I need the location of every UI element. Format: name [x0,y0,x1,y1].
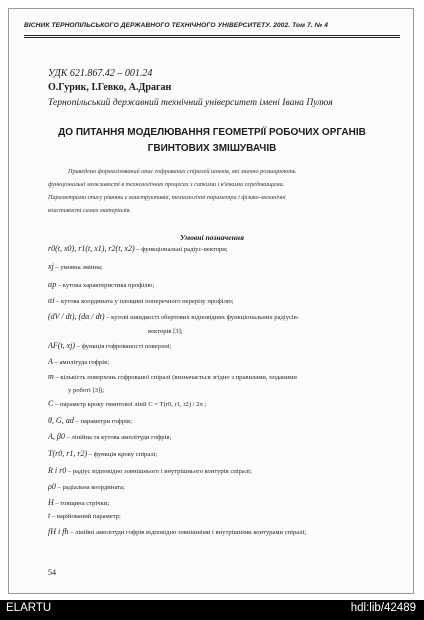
notation-text: – радіальна координата; [55,484,125,491]
notation-symbol: ρ0 [48,482,56,491]
notation-symbol: A [48,357,53,366]
notation-symbol: R і r0 [48,466,67,475]
notation-text: – варійований параметр; [50,513,121,520]
notation-symbol: C [48,399,54,408]
notation-symbol: (dV / dt), (dα / dt) [48,312,105,321]
notation-text: – кутові швидкості обертових відповідних функціональних радіусів- [104,314,300,321]
notation-item [48,357,109,366]
notation-item [68,385,104,394]
notation-item [48,466,252,475]
notation-text: – кутова характеристика профілю; [56,282,155,289]
notation-text: – умовна змінна; [53,264,103,271]
notation-text: – лінійні амплітуди гофрів відповідно зовнішніми і внутрішніми контурами спіралі; [68,529,307,536]
header-rule [24,35,400,36]
notation-text: – лінійна та кутова амплітуди гофрів; [64,434,172,441]
authors: О.Гурик, І.Гевко, А.Драган [48,82,172,93]
notation-symbol: t [48,511,51,520]
notation-item [48,372,297,381]
notation-symbol: xj [48,262,54,271]
notation-item [48,432,171,441]
abstract-line: властивості самих матеріалів. [48,207,131,214]
notation-text: у роботі [3]); [68,387,105,394]
notation-item [48,498,109,507]
article-title-line-1: ДО ПИТАННЯ МОДЕЛЮВАННЯ ГЕОМЕТРІЇ РОБОЧИХ ОРГАНІВ [58,127,366,138]
notation-symbol: θ, G, αd [48,416,74,425]
notation-item [48,527,306,536]
udc-code: УДК 621.867.42 – 001.24 [48,68,153,79]
notation-item [48,341,171,350]
abstract-line: Параметрами опису рівнянь є конструктивні, технологічні параметри і фізико-механічні [48,194,286,201]
notation-item [48,262,103,271]
notation-text: – параметри гофрів; [73,418,132,425]
notation-text: векторів [3]; [148,328,183,335]
notation-symbol: AF(t, xj) [48,341,76,350]
header-rule-thin [24,37,400,38]
notation-symbol: αi [48,296,55,305]
notation-symbol: m [48,372,54,381]
notation-symbol: T(r0, r1, r2) [48,449,88,458]
notation-text: – кутова координата у площині поперечного перерізу профілю; [54,298,234,305]
affiliation: Тернопільський державний технічний університет імені Івана Пулюя [48,97,333,108]
notation-symbol: fH і fh [48,527,69,536]
notation-item [48,511,121,520]
notation-symbol: αp [48,280,57,289]
notation-item [48,416,132,425]
abstract-line: функціональні можливості в технологічних процесах з сипкими і в'язкими середовищами. [48,181,285,188]
notation-text: – амплітуда гофрів; [52,359,110,366]
page-number: 54 [48,568,56,577]
notation-text: – функція гофрованості поверхні; [75,343,172,350]
notation-text: – радіус відповідно зовнішнього і внутрішнього контурів спіралі; [66,468,252,475]
notation-item [48,280,154,289]
article-title-line-2: ГВИНТОВИХ ЗМІШУВАЧІВ [147,143,277,154]
notation-text: – параметр кроку гвинтової лінії C = T(r0, r1, r2) / 2π ; [53,401,207,408]
repository-label: ELARTU [6,602,52,614]
notation-text: – товщина стрічки; [53,500,110,507]
notation-symbol: r0(t, x0), r1(t, x1), r2(t, x2) [48,244,135,253]
notation-item [48,482,125,491]
notation-item [148,326,183,335]
notation-text: – кількість поверхонь гофрованої спіралі (визначається згідно з правилами, поданими [53,374,297,381]
notation-text: – функція кроку спіралі; [87,451,158,458]
notation-symbol: A, β0 [48,432,65,441]
handle-link[interactable]: hdl:lib/42489 [350,602,416,614]
notation-item [48,312,299,321]
notation-item [48,244,228,253]
notation-text: – функціональні радіус-вектори; [134,246,228,253]
journal-running-header: ВІСНИК ТЕРНОПІЛЬСЬКОГО ДЕРЖАВНОГО ТЕХНІЧНОГО УНІВЕРСИТЕТУ. 2002. Том 7. № 4 [24,22,329,29]
abstract-line: Приведено формалізований опис гофрованих спіралей шнеків, які значно розширюють [68,168,296,175]
notation-symbol: H [48,498,54,507]
notation-item [48,296,234,305]
section-title-notation: Умовні позначення [179,233,245,242]
notation-item [48,449,157,458]
notation-item [48,399,206,408]
